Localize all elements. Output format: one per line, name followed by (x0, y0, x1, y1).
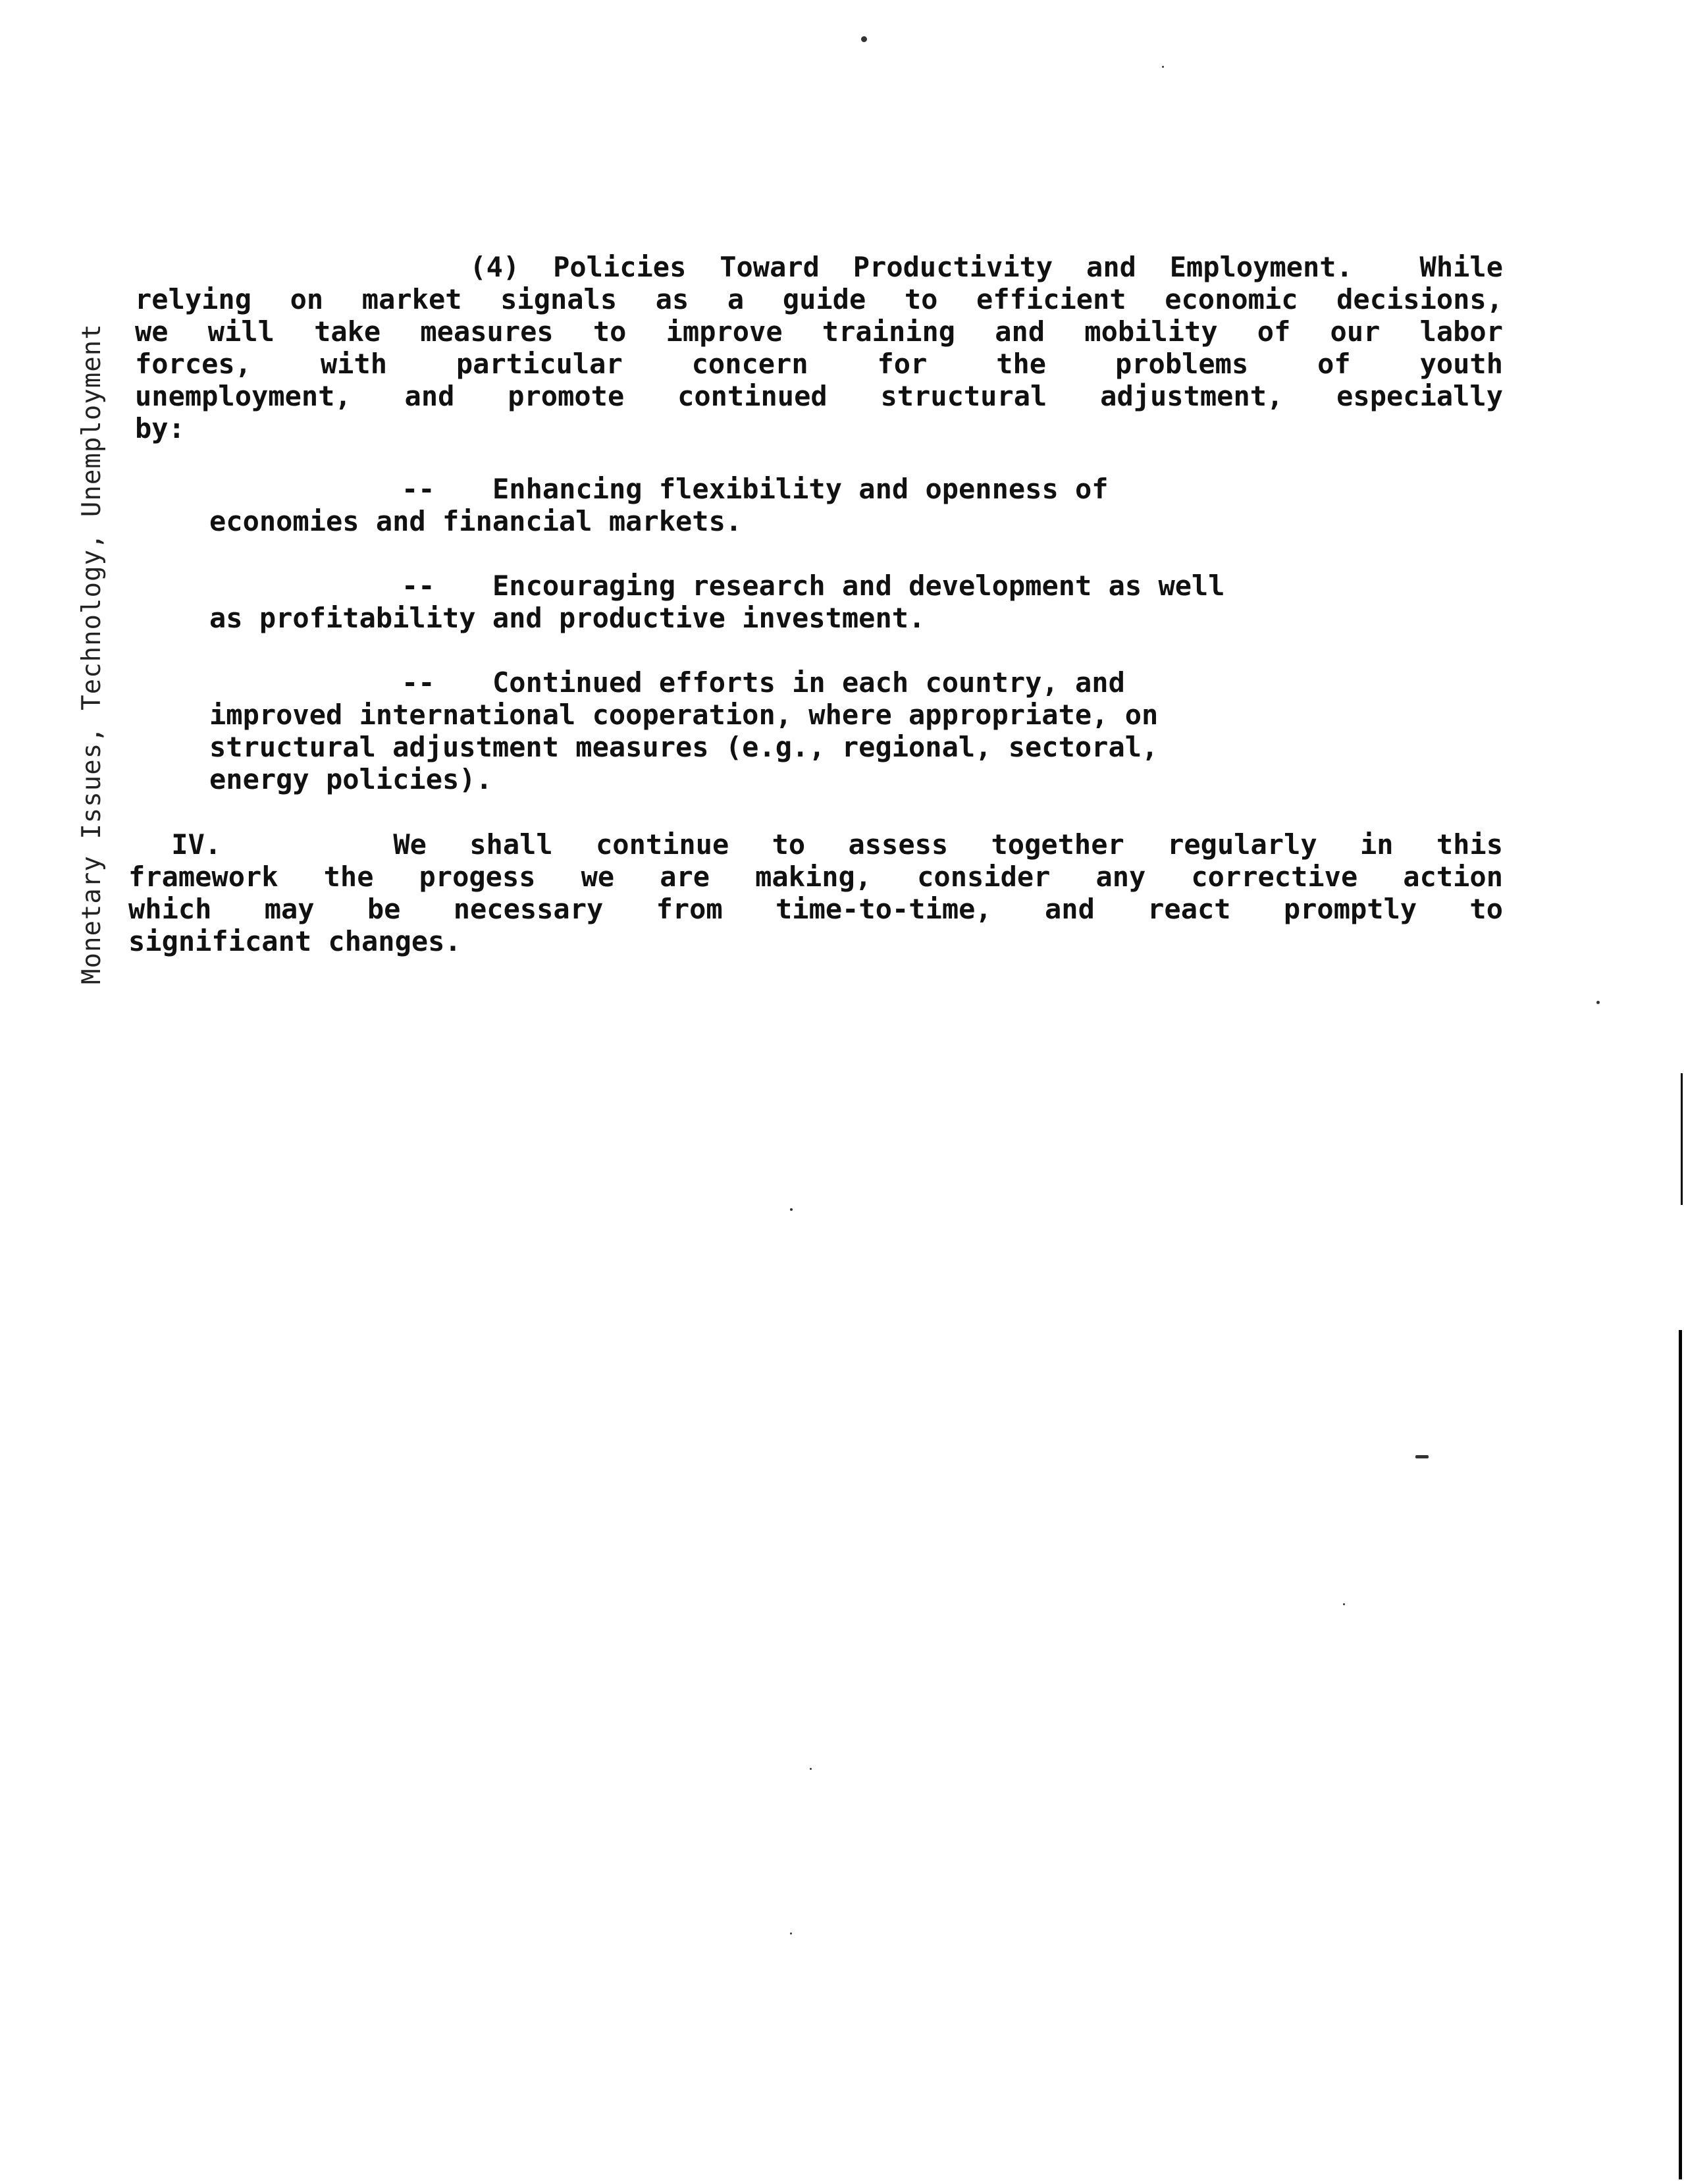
scan-speck (861, 36, 867, 42)
bullet-line: structural adjustment measures (e.g., regional, sectoral, (209, 731, 1159, 763)
section-iv-paragraph (128, 828, 1503, 957)
paragraph-line: by: (135, 412, 185, 444)
scan-speck (1343, 1603, 1345, 1605)
bullet-first-line: -- Continued efforts in each country, and (402, 666, 1125, 699)
scan-edge-line (1681, 1073, 1683, 1205)
bullet-line: as profitability and productive investment. (209, 602, 926, 634)
bullet-dash: -- (402, 570, 435, 602)
bullet-first-line: -- Enhancing flexibility and openness of (402, 473, 1109, 505)
bullet-line: improved international cooperation, where appropriate, on (209, 699, 1159, 731)
paragraph-line: forces, with particular concern for the problems of youth (135, 348, 1503, 380)
bullet-dash: -- (402, 666, 435, 699)
scan-speck (1596, 1001, 1600, 1004)
section-4-paragraph (135, 251, 1503, 444)
bullet-item (209, 666, 1394, 795)
paragraph-line: which may be necessary from time-to-time, and react promptly to (128, 893, 1503, 925)
paragraph-line: significant changes. (128, 925, 461, 957)
bullet-dash: -- (402, 473, 435, 505)
bullet-line: economies and financial markets. (209, 505, 743, 537)
bullet-item (209, 473, 1394, 537)
scan-speck (1162, 66, 1164, 68)
paragraph-line: relying on market signals as a guide to efficient economic decisions, (135, 283, 1503, 315)
paragraph-line: unemployment, and promote continued structural adjustment, especially (135, 380, 1503, 412)
scan-speck (790, 1932, 792, 1934)
scan-speck (1415, 1455, 1429, 1458)
paragraph-line: IV. We shall continue to assess together regularly in this (128, 828, 1503, 861)
bullet-item (209, 570, 1394, 634)
bullet-line: energy policies). (209, 763, 492, 795)
paragraph-line: we will take measures to improve training and mobility of our labor (135, 315, 1503, 348)
scan-edge-line (1679, 1330, 1682, 2179)
side-label: Monetary Issues, Technology, Unemployment (77, 323, 107, 984)
scan-speck (810, 1768, 812, 1770)
scan-speck (790, 1208, 793, 1211)
paragraph-line: framework the progess we are making, consider any corrective action (128, 861, 1503, 893)
bullet-first-line: -- Encouraging research and development as well (402, 570, 1225, 602)
paragraph-line: (4) Policies Toward Productivity and Employment. While (135, 251, 1503, 283)
